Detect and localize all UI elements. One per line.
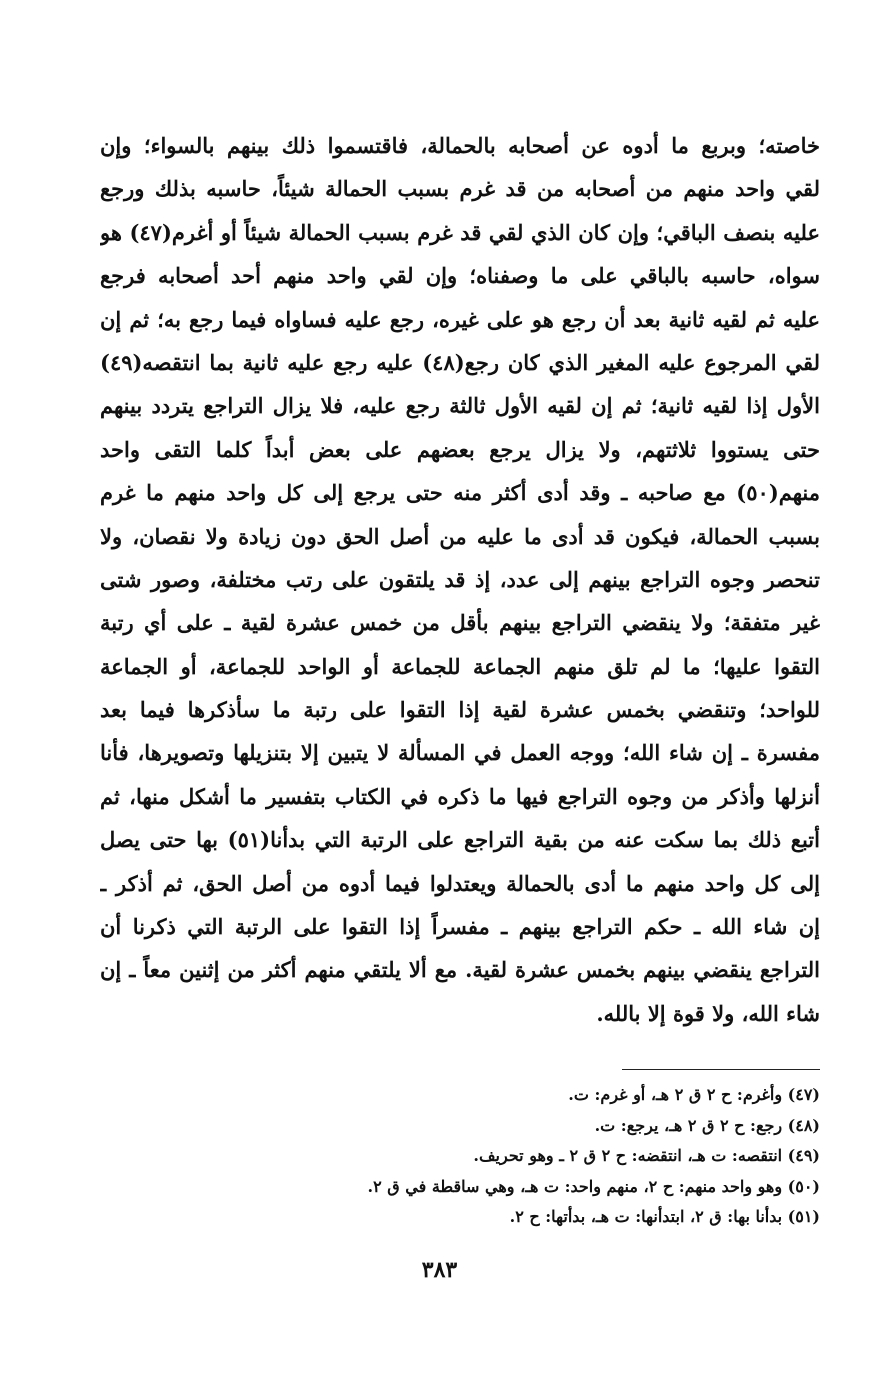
text-line: عليه ثم لقيه ثانية بعد أن رجع هو على غيره، رجع عليه فساواه فيما رجع به؛ ثم إن <box>100 306 820 332</box>
text-line: غير متفقة؛ ولا ينقضي التراجع بينهم بأقل من خمس عشرة لقية ـ على أي رتبة <box>100 610 820 636</box>
text-line: التراجع ينقضي بينهم بخمس عشرة لقية. مع ألا يلتقي منهم أكثر من إثنين معاً ـ إن <box>100 957 820 983</box>
footnote: (٥١) بدأنا بها: ق ٢، ابتدأنها: ت هـ، بدأتها: ح ٢. <box>509 1207 820 1226</box>
text-line: خاصته؛ وبربع ما أدوه عن أصحابه بالحمالة، فاقتسموا ذلك بينهم بالسواء؛ وإن <box>100 133 820 158</box>
text-line: الأول إذا لقيه ثانية؛ ثم إن لقيه الأول ثالثة رجع عليه، فلا يزال التراجع يتردد بينهم <box>100 393 820 419</box>
text-line: شاء الله، ولا قوة إلا بالله. <box>596 1000 820 1026</box>
text-line: بسبب الحمالة، فيكون قد أدى ما عليه من أصل الحق دون زيادة ولا نقصان، ولا <box>100 523 820 549</box>
footnote: (٤٨) رجع: ح ٢ ق ٢ هـ، يرجع: ت. <box>594 1115 820 1135</box>
text-line: للواحد؛ وتنقضي بخمس عشرة لقية إذا التقوا على رتبة ما سأذكرها فيما بعد <box>100 697 820 723</box>
text-line: تنحصر وجوه التراجع بينهم إلى عدد، إذ قد يلتقون على رتب مختلفة، وصور شتى <box>100 566 820 592</box>
text-line: لقي واحد منهم من أصحابه من قد غرم بسبب الحمالة شيئاً، حاسبه بذلك ورجع <box>100 176 820 202</box>
footnote: (٥٠) وهو واحد منهم: ح ٢، منهم واحد: ت هـ، وهي ساقطة في ق ٢. <box>367 1176 820 1196</box>
text-line: مفسرة ـ إن شاء الله؛ ووجه العمل في المسألة لا يتبين إلا بتنزيلها وتصويرها، فأنا <box>100 740 820 766</box>
text-line: لقي المرجوع عليه المغير الذي كان رجع(٤٨) عليه رجع عليه ثانية بما انتقصه(٤٩) <box>100 349 820 375</box>
text-line: التقوا عليها؛ ما لم تلق منهم الجماعة للجماعة أو الواحد للجماعة، أو الجماعة <box>100 653 820 679</box>
page-number: ٣٨٣ <box>421 1257 458 1283</box>
text-line: حتى يستووا ثلاثتهم، ولا يزال يرجع بعضهم على بعض أبداً كلما التقى واحد <box>100 436 820 462</box>
text-line: إن شاء الله ـ حكم التراجع بينهم ـ مفسراً إذا التقوا على الرتبة التي ذكرنا أن <box>100 914 820 940</box>
footnote: (٤٧) وأغرم: ح ٢ ق ٢ هـ، أو غرم: ت. <box>568 1085 820 1104</box>
footnote: (٤٩) انتقصه: ت هـ، انتقضه: ح ٢ ق ٢ ـ وهو تحريف. <box>473 1146 820 1165</box>
footnotes <box>100 1080 820 1233</box>
text-line: إلى كل واحد منهم ما أدى بالحمالة ويعتدلوا فيما أدوه من أصل الحق، ثم أذكر ـ <box>100 870 820 896</box>
text-line: عليه بنصف الباقي؛ وإن كان الذي لقي قد غرم بسبب الحمالة شيئاً أو أغرم(٤٧) هو <box>100 219 820 245</box>
text-line: أتبع ذلك بما سكت عنه من بقية التراجع على الرتبة التي بدأنا(٥١) بها حتى يصل <box>100 827 820 853</box>
text-line: منهم(٥٠) مع صاحبه ـ وقد أدى أكثر منه حتى يرجع إلى كل واحد منهم ما غرم <box>100 480 820 506</box>
footnote-separator <box>622 1069 820 1070</box>
main-text-block <box>100 124 820 1035</box>
text-line: أنزلها وأذكر من وجوه التراجع فيها ما ذكره في الكتاب بتفسير ما أشكل منها، ثم <box>100 783 820 809</box>
text-line: سواه، حاسبه بالباقي على ما وصفناه؛ وإن لقي واحد منهم أحد أصحابه فرجع <box>100 263 820 289</box>
